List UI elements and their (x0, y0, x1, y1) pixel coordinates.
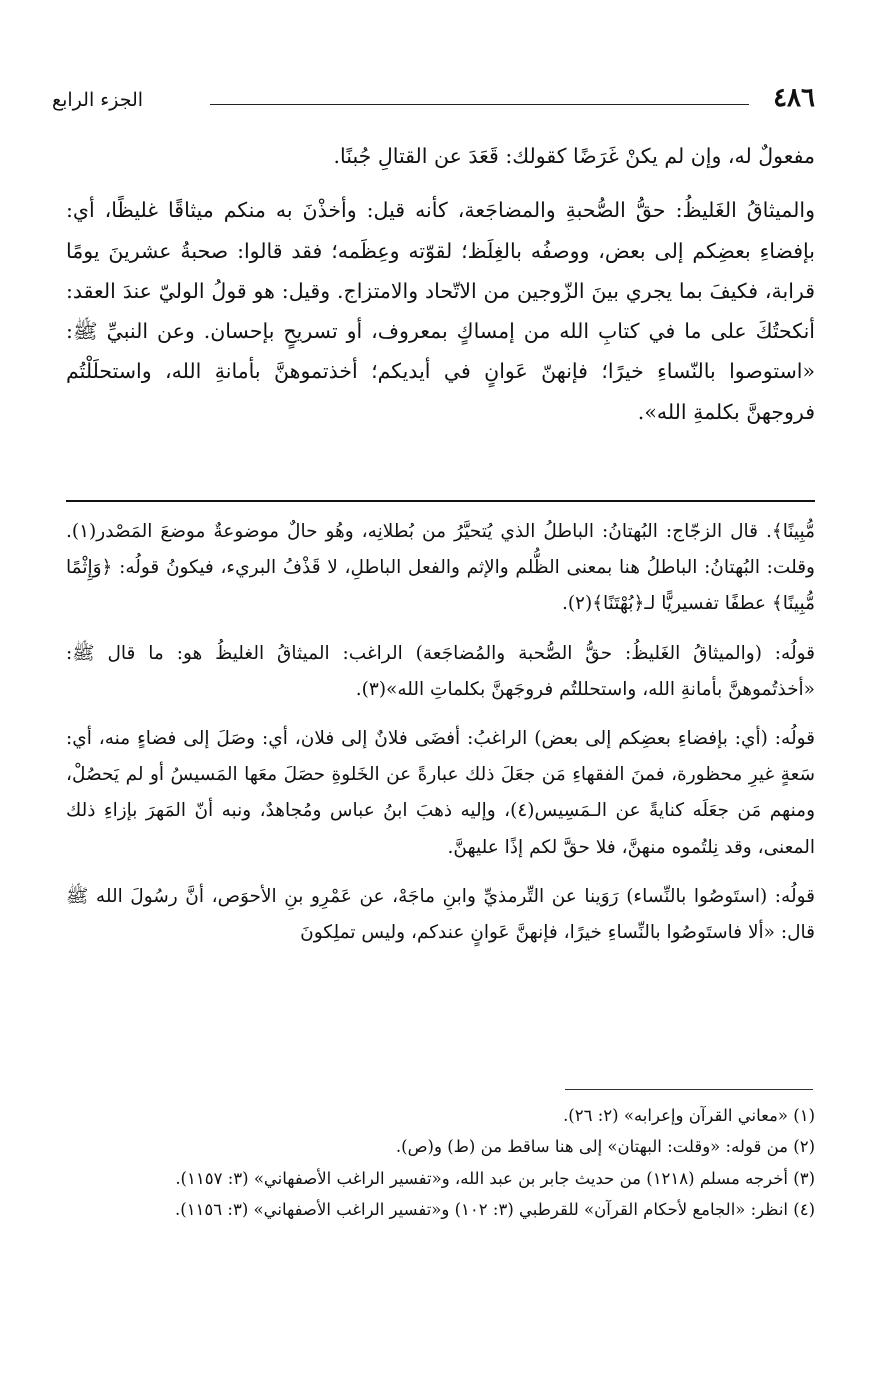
footnote: (٤) انظر: «الجامع لأحكام القرآن» للقرطبي (٣: ١٠٢) و«تفسير الراغب الأصفهاني» (٣: ١١٥٦). (175, 1200, 815, 1220)
header-rule (210, 104, 749, 105)
footnote: (٣) أخرجه مسلم (١٢١٨) من حديث جابر بن عبد الله، و«تفسير الراغب الأصفهاني» (٣: ١١٥٧). (175, 1168, 815, 1188)
commentary-text (66, 514, 815, 951)
commentary-paragraph: قولُه: (استَوصُوا بالنِّساء) رَوَينا عن التِّرمذيِّ وابنِ ماجَهْ، عن عَمْرِو بنِ الأحوَص، أنَّ رسُولَ الله ﷺ قال: «ألا فاستَوصُوا بالنِّساءِ خيرًا، فإنهنَّ عَوانٍ عندكم، وليس تملِكونَ (66, 885, 815, 944)
footnote: (١) «معاني القرآن وإعرابه» (٢: ٢٦). (563, 1106, 815, 1125)
main-paragraph: مفعولٌ له، وإن لم يكنْ غَرَضًا كقولك: قَعَدَ عن القتالِ جُبنًا. (333, 144, 815, 168)
commentary-paragraph: قولُه: (والميثاقُ الغَليظُ: حقُّ الصُّحبة والمُضاجَعة) الراغب: الميثاقُ الغليظُ هو: ما قال ﷺ: «أخذتُموهنَّ بأمانةِ الله، واستحللتُم فروجَهنَّ بكلماتِ الله»(٣). (66, 642, 815, 700)
main-text (66, 136, 815, 432)
commentary-paragraph: قولُه: (أي: بإفضاءِ بعضِكم إلى بعض) الراغبُ: أفضَى فلانٌ إلى فلان، أي: وصَلَ إلى فضاءٍ منه، أي: سَعةٍ غيرِ محظورة، فمنَ الفقهاءِ مَن جعَلَ ذلك عبارةً عن الخَلوةِ حصَلَ معَها المَسيسُ أو لم يَحصُلْ، ومنهم مَن جعَلَه كنايةً عن الـمَسِيس(٤)، وإليه ذهبَ ابنُ عباس ومُجاهدٌ، ونبه أنّ المَهرَ بإزاءِ ذلك المعنى، وقد نِلتُموه منهنَّ، فلا حقَّ لكم إذًا عليهنَّ. (66, 728, 815, 858)
footnote-rule (565, 1089, 813, 1090)
footnotes (66, 1100, 815, 1226)
page-header (44, 82, 835, 118)
main-paragraph: والميثاقُ الغَليظُ: حقُّ الصُّحبةِ والمضاجَعة، كأنه قيل: وأخذْنَ به منكم ميثاقًا غليظًا، أي: بإفضاءِ بعضِكم إلى بعض، ووصفُه بالغِلَظ؛ لقوّته وعِظَمه؛ فقد قالوا: صحبةُ عشرينَ يومًا قرابة، فكيفَ بما يجري بينَ الزّوجين من الاتّحاد والامتزاج. وقيل: هو قولُ الوليّ عندَ العقد: أنكحتُكَ على ما في كتابِ الله من إمساكٍ بمعروف، أو تسريحٍ بإحسان. وعن النبيِّ ﷺ: «استوصوا بالنّساءِ خيرًا؛ فإنهنّ عَوانٍ في أيديكم؛ أخذتموهنَّ بأمانةِ الله، واستحلَلْتُم فروجهنَّ بكلمةِ الله». (66, 198, 815, 424)
section-divider (66, 500, 815, 502)
page-number: ٤٨٦ (773, 83, 815, 113)
footnote: (٢) من قوله: «وقلت: البهتان» إلى هنا ساقط من (ط) و(ص). (395, 1137, 815, 1157)
running-head: الجزء الرابع (52, 89, 144, 111)
commentary-paragraph: مُّبِينًا﴾. قال الزجّاج: البُهتانُ: الباطلُ الذي يُتحيَّرُ من بُطلانِه، وهُو حالٌ موضوعةٌ موضعَ المَصْدر(١). وقلت: البُهتانُ: الباطلُ هنا بمعنى الظُّلم والإثم والفعل الباطلِ، لا قَذْفُ البريء، فيكونُ قولُه: ﴿وَإِثْمًا مُّبِينًا﴾ عطفًا تفسيريًّا لـ﴿بُهْتَنًا﴾(٢). (66, 521, 815, 615)
